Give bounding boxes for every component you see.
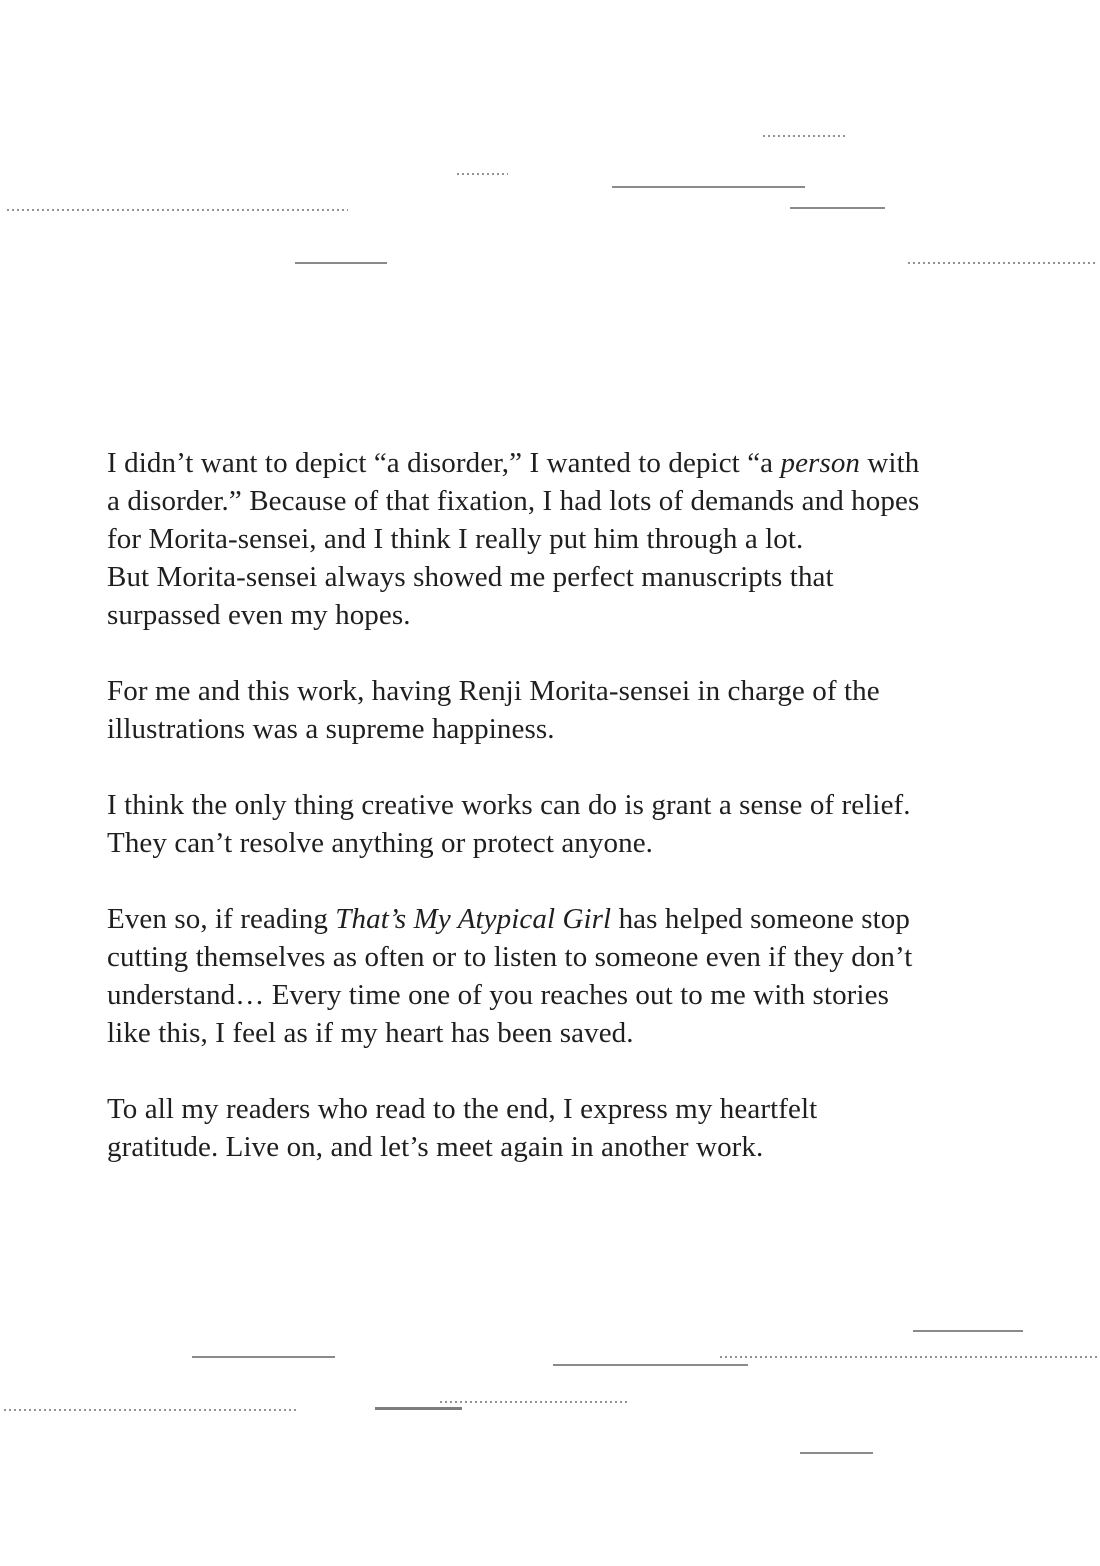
- paragraph: [107, 444, 1027, 634]
- text-line: understand… Every time one of you reaches out to me with stories: [107, 979, 889, 1011]
- text-line: For me and this work, having Renji Morita-sensei in charge of the: [107, 675, 880, 707]
- decorative-dotted-line: [7, 209, 348, 211]
- decorative-solid-line: [913, 1330, 1023, 1332]
- text-line: [107, 900, 1027, 938]
- text-line: a disorder.” Because of that fixation, I had lots of demands and hopes: [107, 485, 920, 517]
- decorative-dotted-line: [720, 1356, 1098, 1358]
- paragraph: [107, 786, 1027, 862]
- decorative-dotted-line: [440, 1401, 630, 1403]
- text-line: for Morita-sensei, and I think I really put him through a lot.: [107, 523, 804, 555]
- text-segment: Even so, if reading: [107, 903, 336, 935]
- text-line: like this, I feel as if my heart has been saved.: [107, 1017, 634, 1049]
- decorative-solid-line: [790, 207, 885, 209]
- text-line: I think the only thing creative works can do is grant a sense of relief.: [107, 789, 911, 821]
- decorative-dotted-line: [908, 262, 1098, 264]
- text-line: illustrations was a supreme happiness.: [107, 713, 555, 745]
- text-line: surpassed even my hopes.: [107, 599, 411, 631]
- decorative-dotted-line: [457, 173, 508, 175]
- decorative-dotted-line: [763, 135, 847, 137]
- decorative-solid-line: [800, 1452, 873, 1454]
- text-line: [107, 444, 1027, 482]
- decorative-solid-line: [295, 262, 387, 264]
- text-line: cutting themselves as often or to listen to someone even if they don’t: [107, 941, 913, 973]
- text-line: But Morita-sensei always showed me perfect manuscripts that: [107, 561, 834, 593]
- decorative-solid-line: [375, 1407, 462, 1410]
- paragraph: [107, 1090, 1027, 1166]
- paragraph: [107, 900, 1027, 1052]
- afterword-text: [107, 444, 1027, 1166]
- italic-text-segment: person: [780, 447, 861, 479]
- text-segment: with: [860, 447, 920, 479]
- text-segment: I didn’t want to depict “a disorder,” I wanted to depict “a: [107, 447, 781, 479]
- decorative-solid-line: [612, 186, 805, 188]
- decorative-solid-line: [553, 1364, 748, 1366]
- paragraph: [107, 672, 1027, 748]
- italic-text-segment: That’s My Atypical Girl: [335, 903, 612, 935]
- text-line: gratitude. Live on, and let’s meet again in another work.: [107, 1131, 764, 1163]
- text-line: To all my readers who read to the end, I express my heartfelt: [107, 1093, 818, 1125]
- decorative-solid-line: [192, 1356, 335, 1358]
- decorative-dotted-line: [4, 1409, 297, 1411]
- text-line: They can’t resolve anything or protect anyone.: [107, 827, 654, 859]
- text-segment: has helped someone stop: [611, 903, 911, 935]
